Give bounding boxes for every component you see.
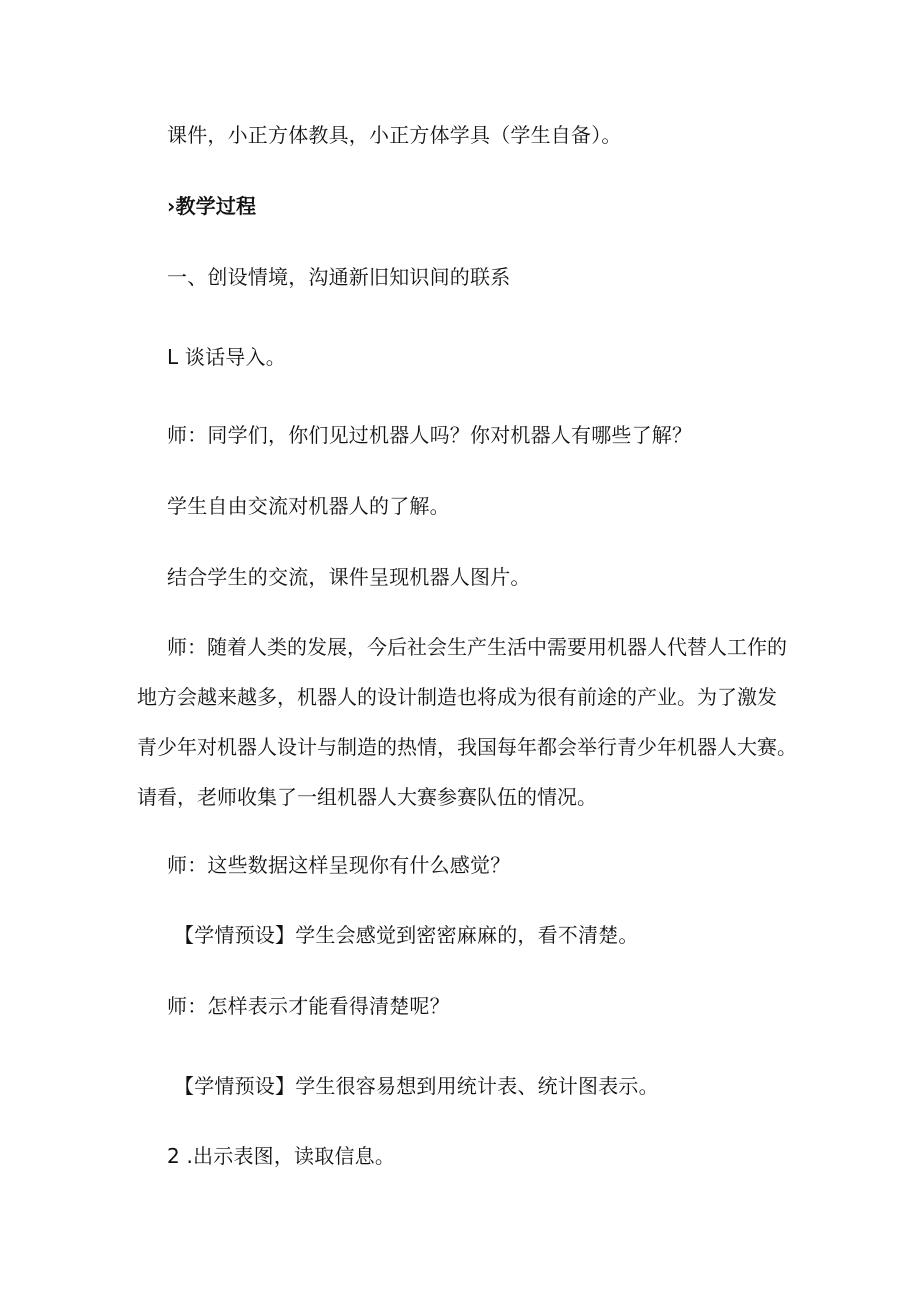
teacher-question-2: 师：这些数据这样呈现你有什么感觉？ [167, 853, 511, 877]
teacher-paragraph-line-4: 请看，老师收集了一组机器人大赛参赛队伍的情况。 [137, 785, 597, 809]
process-heading: ›教学过程 [167, 194, 257, 218]
student-talk-line: 学生自由交流对机器人的了解。 [167, 494, 450, 518]
preset-line-2: 【学情预设】学生很容易想到用统计表、统计图表示。 [174, 1074, 659, 1098]
teacher-paragraph-line-2: 地方会越来越多，机器人的设计制造也将成为很有前途的产业。为了激发 [137, 685, 777, 709]
teacher-paragraph-line-3: 青少年对机器人设计与制造的热情，我国每年都会举行青少年机器人大赛。 [137, 735, 797, 759]
step-1-line: L 谈话导入。 [167, 345, 286, 369]
teacher-question-3: 师：怎样表示才能看得清楚呢？ [167, 994, 450, 1018]
materials-line: 课件，小正方体教具，小正方体学具（学生自备）。 [167, 123, 622, 147]
courseware-line: 结合学生的交流，课件呈现机器人图片。 [167, 565, 531, 589]
teacher-question-1: 师：同学们，你们见过机器人吗？你对机器人有哪些了解？ [167, 423, 693, 447]
teacher-paragraph-line-1: 师：随着人类的发展，今后社会生产生活中需要用机器人代替人工作的 [167, 635, 787, 659]
teacher-paragraph [137, 622, 797, 822]
step-2-line: 2 .出示表图，读取信息。 [167, 1144, 396, 1168]
section-heading-1: 一、创设情境，沟通新旧知识间的联系 [167, 265, 511, 289]
preset-line-1: 【学情预设】学生会感觉到密密麻麻的，看不清楚。 [174, 923, 639, 947]
